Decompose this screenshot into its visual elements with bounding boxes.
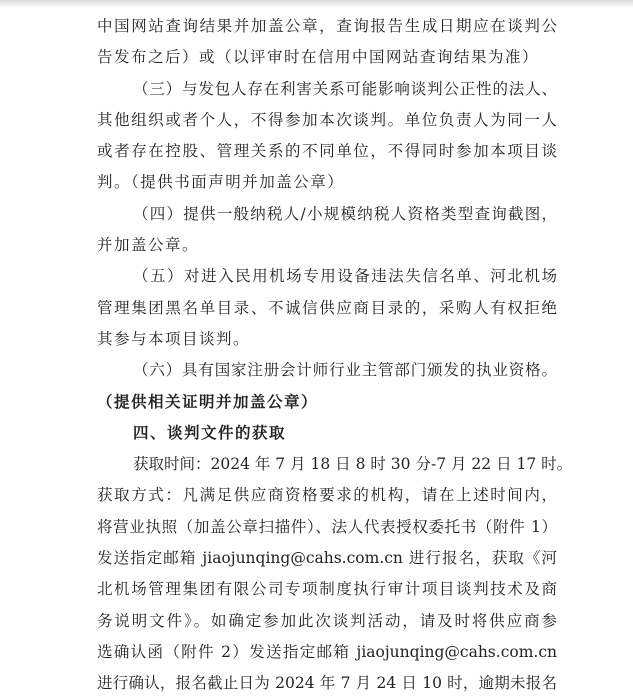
clause-5-line: （五）对进入民用机场专用设备违法失信名单、河北机场 bbox=[133, 267, 557, 286]
acquisition-time: 获取时间：2024 年 7 月 18 日 8 时 30 分-7 月 22 日 17 时。 bbox=[133, 455, 573, 474]
text-line: 将营业执照（加盖公章扫描件）、法人代表授权委托书（附件 1） bbox=[97, 517, 557, 536]
text-line: 务说明文件》。如确定参加此次谈判活动，请及时将供应商参 bbox=[97, 611, 557, 630]
text-line: 发送指定邮箱 jiaojunqing@cahs.com.cn 进行报名，获取《河 bbox=[97, 549, 557, 568]
clause-6-line: （六）具有国家注册会计师行业主管部门颁发的执业资格。 bbox=[133, 361, 557, 380]
document-page bbox=[97, 11, 573, 700]
text-line: 进行确认，报名截止日为 2024 年 7 月 24 日 10 时，逾期未报名 bbox=[97, 674, 557, 693]
clause-3-line: （三）与发包人存在利害关系可能影响谈判公正性的法人、 bbox=[133, 79, 557, 98]
text-line: 管理集团黑名单目录、不诚信供应商目录的，采购人有权拒绝 bbox=[97, 298, 557, 317]
text-line: 并加盖公章。 bbox=[97, 236, 200, 255]
text-line-bold: （提供相关证明并加盖公章） bbox=[97, 392, 319, 411]
text-line: 北机场管理集团有限公司专项制度执行审计项目谈判技术及商 bbox=[97, 580, 557, 599]
acquisition-method: 获取方式：凡满足供应商资格要求的机构，请在上述时间内， bbox=[97, 486, 557, 505]
text-line: 判。（提供书面声明并加盖公章） bbox=[97, 173, 345, 192]
viewer-top-shadow bbox=[0, 0, 633, 8]
section-heading: 四、谈判文件的获取 bbox=[133, 423, 287, 442]
text-line: 或者存在控股、管理关系的不同单位，不得同时参加本项目谈 bbox=[97, 142, 557, 161]
text-line: 中国网站查询结果并加盖公章，查询报告生成日期应在谈判公 bbox=[97, 17, 557, 35]
text-line: 选确认函（附件 2）发送指定邮箱 jiaojunqing@cahs.com.cn bbox=[97, 642, 557, 661]
text-line: 其他组织或者个人，不得参加本次谈判。单位负责人为同一人 bbox=[97, 110, 557, 129]
text-line: 其参与本项目谈判。 bbox=[97, 329, 251, 348]
clause-4-line: （四）提供一般纳税人/小规模纳税人资格类型查询截图， bbox=[133, 204, 557, 223]
text-line: 告发布之后）或（以评审时在信用中国网站查询结果为准） bbox=[97, 48, 540, 67]
